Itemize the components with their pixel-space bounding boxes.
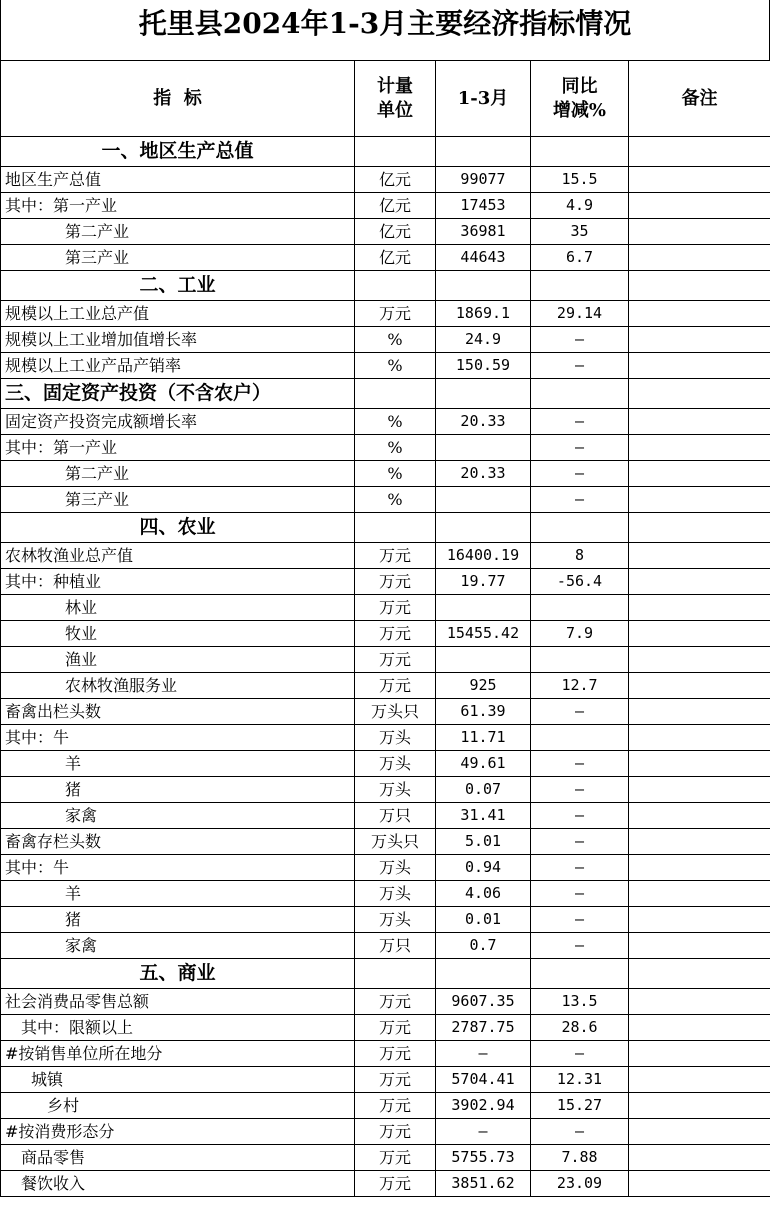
unit-cell: 亿元 [355,245,436,271]
table-row [1,543,770,569]
indicator-cell: 其中：种植业 [1,569,355,595]
table-row [1,1041,770,1067]
header-note: 备注 [629,61,770,137]
change-cell: 13.5 [531,989,629,1015]
indicator-cell: 规模以上工业增加值增长率 [1,327,355,353]
value-cell: 2787.75 [436,1015,531,1041]
table-row [1,435,770,461]
value-cell: 31.41 [436,803,531,829]
value-cell: 5704.41 [436,1067,531,1093]
change-cell: 23.09 [531,1171,629,1197]
indicator-cell: 农林牧渔服务业 [1,673,355,699]
note-cell [629,777,770,803]
unit-cell: 亿元 [355,193,436,219]
table-row [1,327,770,353]
note-cell [629,989,770,1015]
indicator-cell: 林业 [1,595,355,621]
table-body [1,137,770,1197]
indicator-cell: 规模以上工业产品产销率 [1,353,355,379]
empty-cell [629,271,770,301]
empty-cell [629,513,770,543]
table-row [1,647,770,673]
value-cell: 0.07 [436,777,531,803]
change-cell: — [531,327,629,353]
indicator-cell: 其中：第一产业 [1,435,355,461]
header-yoy-line2: 增减% [552,99,607,121]
change-cell: — [531,353,629,379]
value-cell: 0.01 [436,907,531,933]
unit-cell: 万元 [355,621,436,647]
value-cell: 3902.94 [436,1093,531,1119]
unit-cell: 万元 [355,1041,436,1067]
unit-cell: 万元 [355,1171,436,1197]
table-row [1,301,770,327]
change-cell: — [531,461,629,487]
indicator-cell: 羊 [1,881,355,907]
table-row [1,933,770,959]
unit-cell: 万头 [355,907,436,933]
unit-cell: 万元 [355,301,436,327]
value-cell [436,595,531,621]
value-cell: 5.01 [436,829,531,855]
indicator-cell: 其中：限额以上 [1,1015,355,1041]
note-cell [629,855,770,881]
value-cell: — [436,1041,531,1067]
section-title: 三、固定资产投资（不含农户） [1,379,355,409]
table-row [1,487,770,513]
empty-cell [629,137,770,167]
unit-cell: 万头 [355,751,436,777]
note-cell [629,621,770,647]
section-row [1,137,770,167]
empty-cell [355,959,436,989]
table-row [1,219,770,245]
note-cell [629,327,770,353]
value-cell: 9607.35 [436,989,531,1015]
value-cell: 49.61 [436,751,531,777]
empty-cell [436,959,531,989]
value-cell: 36981 [436,219,531,245]
note-cell [629,751,770,777]
section-row [1,271,770,301]
note-cell [629,301,770,327]
change-cell: — [531,855,629,881]
value-cell: 20.33 [436,461,531,487]
indicator-cell: 羊 [1,751,355,777]
note-cell [629,829,770,855]
note-cell [629,673,770,699]
note-cell [629,1067,770,1093]
indicator-cell: 猪 [1,907,355,933]
note-cell [629,1119,770,1145]
change-cell: 15.5 [531,167,629,193]
value-cell: 3851.62 [436,1171,531,1197]
change-cell: — [531,699,629,725]
change-cell [531,595,629,621]
unit-cell: 亿元 [355,167,436,193]
unit-cell: 万头只 [355,829,436,855]
header-indicator: 指 标 [1,61,355,137]
change-cell: 28.6 [531,1015,629,1041]
note-cell [629,1041,770,1067]
section-row [1,959,770,989]
table-header [1,61,770,137]
indicator-cell: 渔业 [1,647,355,673]
value-cell: 16400.19 [436,543,531,569]
header-period: 1-3月 [436,61,531,137]
value-cell: 61.39 [436,699,531,725]
value-cell [436,435,531,461]
unit-cell: 万元 [355,543,436,569]
indicator-cell: 家禽 [1,933,355,959]
note-cell [629,1145,770,1171]
note-cell [629,219,770,245]
value-cell: 19.77 [436,569,531,595]
indicator-cell: 其中：牛 [1,725,355,751]
value-cell: 24.9 [436,327,531,353]
unit-cell: % [355,327,436,353]
unit-cell: 万头 [355,881,436,907]
unit-cell: % [355,461,436,487]
change-cell [531,647,629,673]
table-row [1,167,770,193]
change-cell: 8 [531,543,629,569]
indicator-cell: 商品零售 [1,1145,355,1171]
empty-cell [629,959,770,989]
unit-cell: 万元 [355,989,436,1015]
unit-cell: 万元 [355,569,436,595]
section-title: 二、工业 [1,271,355,301]
table-row [1,595,770,621]
note-cell [629,487,770,513]
indicator-cell: 第二产业 [1,461,355,487]
change-cell: 35 [531,219,629,245]
unit-cell: % [355,487,436,513]
empty-cell [531,271,629,301]
table-row [1,699,770,725]
note-cell [629,595,770,621]
indicator-cell: 固定资产投资完成额增长率 [1,409,355,435]
header-yoy-line1: 同比 [561,75,598,97]
value-cell: 0.7 [436,933,531,959]
empty-cell [355,137,436,167]
change-cell: — [531,933,629,959]
change-cell: — [531,907,629,933]
value-cell: — [436,1119,531,1145]
empty-cell [531,137,629,167]
unit-cell: 万元 [355,1145,436,1171]
section-title: 五、商业 [1,959,355,989]
change-cell: 29.14 [531,301,629,327]
table-row [1,907,770,933]
unit-cell: 万只 [355,803,436,829]
table-row [1,989,770,1015]
value-cell: 0.94 [436,855,531,881]
header-unit [355,61,436,137]
unit-cell: % [355,435,436,461]
value-cell: 15455.42 [436,621,531,647]
empty-cell [355,379,436,409]
section-row [1,513,770,543]
empty-cell [531,959,629,989]
table-row [1,569,770,595]
table-row [1,673,770,699]
indicator-cell: 其中：第一产业 [1,193,355,219]
change-cell [531,725,629,751]
note-cell [629,725,770,751]
indicator-cell: 第二产业 [1,219,355,245]
table-row [1,829,770,855]
unit-cell: 万头 [355,855,436,881]
unit-cell: 万元 [355,1119,436,1145]
header-unit-line2: 单位 [377,99,413,121]
table-row [1,1145,770,1171]
unit-cell: % [355,409,436,435]
value-cell: 925 [436,673,531,699]
change-cell: 12.7 [531,673,629,699]
note-cell [629,435,770,461]
empty-cell [355,271,436,301]
indicator-cell: 第三产业 [1,245,355,271]
unit-cell: % [355,353,436,379]
change-cell: — [531,435,629,461]
note-cell [629,245,770,271]
indicator-cell: 农林牧渔业总产值 [1,543,355,569]
header-unit-line1: 计量 [377,75,413,97]
value-cell: 44643 [436,245,531,271]
indicator-cell: 地区生产总值 [1,167,355,193]
change-cell: — [531,777,629,803]
note-cell [629,881,770,907]
empty-cell [531,379,629,409]
unit-cell: 万元 [355,1067,436,1093]
change-cell: — [531,751,629,777]
change-cell: 15.27 [531,1093,629,1119]
empty-cell [355,513,436,543]
table-row [1,1067,770,1093]
empty-cell [436,137,531,167]
note-cell [629,803,770,829]
change-cell: 4.9 [531,193,629,219]
unit-cell: 万元 [355,595,436,621]
table-row [1,621,770,647]
empty-cell [531,513,629,543]
table-row [1,1093,770,1119]
value-cell: 150.59 [436,353,531,379]
indicator-cell: 乡村 [1,1093,355,1119]
change-cell: 6.7 [531,245,629,271]
table-row [1,803,770,829]
change-cell: — [531,1119,629,1145]
empty-cell [436,513,531,543]
note-cell [629,907,770,933]
unit-cell: 万元 [355,1015,436,1041]
note-cell [629,543,770,569]
note-cell [629,353,770,379]
change-cell: — [531,409,629,435]
unit-cell: 亿元 [355,219,436,245]
note-cell [629,647,770,673]
indicator-cell: 规模以上工业总产值 [1,301,355,327]
unit-cell: 万元 [355,647,436,673]
change-cell: — [531,829,629,855]
indicator-cell: #按消费形态分 [1,1119,355,1145]
section-title: 一、地区生产总值 [1,137,355,167]
indicator-cell: 家禽 [1,803,355,829]
table-row [1,461,770,487]
empty-cell [629,379,770,409]
indicator-cell: 畜禽出栏头数 [1,699,355,725]
value-cell: 11.71 [436,725,531,751]
change-cell: — [531,1041,629,1067]
value-cell: 4.06 [436,881,531,907]
table-row [1,751,770,777]
table-row [1,1015,770,1041]
table-row [1,1171,770,1197]
indicator-cell: 猪 [1,777,355,803]
unit-cell: 万元 [355,1093,436,1119]
indicator-cell: #按销售单位所在地分 [1,1041,355,1067]
change-cell: — [531,803,629,829]
indicator-cell: 城镇 [1,1067,355,1093]
unit-cell: 万头只 [355,699,436,725]
table-row [1,725,770,751]
indicator-cell: 第三产业 [1,487,355,513]
table-row [1,1119,770,1145]
note-cell [629,569,770,595]
change-cell: -56.4 [531,569,629,595]
section-title: 四、农业 [1,513,355,543]
table-row [1,855,770,881]
table-row [1,777,770,803]
unit-cell: 万头 [355,725,436,751]
note-cell [629,933,770,959]
note-cell [629,167,770,193]
indicator-cell: 其中：牛 [1,855,355,881]
indicator-cell: 社会消费品零售总额 [1,989,355,1015]
value-cell: 1869.1 [436,301,531,327]
note-cell [629,1015,770,1041]
change-cell: — [531,881,629,907]
value-cell: 5755.73 [436,1145,531,1171]
indicator-cell: 餐饮收入 [1,1171,355,1197]
value-cell [436,487,531,513]
note-cell [629,193,770,219]
section-row [1,379,770,409]
unit-cell: 万只 [355,933,436,959]
change-cell: 12.31 [531,1067,629,1093]
change-cell: 7.88 [531,1145,629,1171]
table-row [1,409,770,435]
note-cell [629,461,770,487]
value-cell: 20.33 [436,409,531,435]
table-row [1,245,770,271]
note-cell [629,699,770,725]
table-row [1,193,770,219]
indicator-cell: 畜禽存栏头数 [1,829,355,855]
unit-cell: 万头 [355,777,436,803]
value-cell: 17453 [436,193,531,219]
note-cell [629,409,770,435]
page-title: 托里县2024年1-3月主要经济指标情况 [0,0,770,60]
indicator-cell: 牧业 [1,621,355,647]
value-cell: 99077 [436,167,531,193]
empty-cell [436,271,531,301]
table-row [1,353,770,379]
empty-cell [436,379,531,409]
value-cell [436,647,531,673]
note-cell [629,1093,770,1119]
unit-cell: 万元 [355,673,436,699]
note-cell [629,1171,770,1197]
header-yoy [531,61,629,137]
change-cell: 7.9 [531,621,629,647]
table-row [1,881,770,907]
indicators-table [0,60,770,1197]
change-cell: — [531,487,629,513]
